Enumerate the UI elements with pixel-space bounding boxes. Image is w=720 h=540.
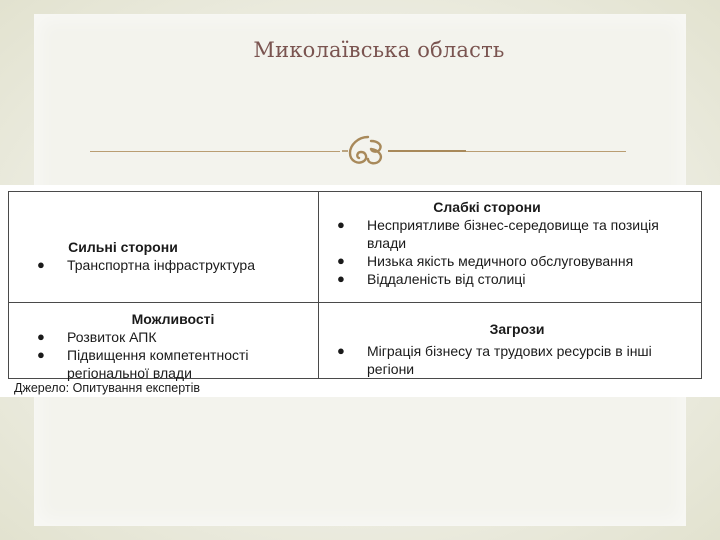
strengths-title: Сильні сторони bbox=[68, 239, 178, 255]
opportunities-title: Можливості bbox=[131, 311, 215, 327]
bullet-icon: ● bbox=[337, 217, 345, 232]
opportunities-list bbox=[37, 328, 309, 382]
threats-list bbox=[337, 342, 697, 378]
title-divider-left bbox=[90, 151, 340, 152]
swot-table bbox=[8, 191, 702, 379]
table-horizontal-divider bbox=[9, 302, 701, 303]
list-item: ● Міграція бізнесу та трудових ресурсів в інші регіони bbox=[337, 343, 652, 377]
list-item: ● Віддаленість від столиці bbox=[337, 271, 526, 287]
weaknesses-list bbox=[337, 216, 697, 288]
opportunities-cell bbox=[37, 310, 309, 382]
bullet-icon: ● bbox=[337, 271, 345, 286]
bullet-icon: ● bbox=[337, 253, 345, 268]
list-item: ● Транспортна інфраструктура bbox=[37, 257, 255, 273]
swot-image-area bbox=[0, 185, 720, 397]
title-divider-accent bbox=[388, 150, 466, 152]
strengths-cell bbox=[37, 238, 309, 274]
title-divider-right bbox=[466, 151, 626, 152]
list-item: ● Несприятливе бізнес-середовище та позиція влади bbox=[337, 217, 659, 251]
table-vertical-divider bbox=[318, 192, 319, 378]
bullet-icon: ● bbox=[37, 329, 45, 344]
strengths-list bbox=[37, 256, 309, 274]
source-note: Джерело: Опитування експертів bbox=[14, 381, 201, 395]
flourish-icon bbox=[338, 131, 388, 171]
list-item: ● Розвиток АПК bbox=[37, 329, 157, 345]
bullet-icon: ● bbox=[37, 257, 45, 272]
bullet-icon: ● bbox=[337, 343, 345, 358]
list-item: ● Підвищення компетентності регіональної влади bbox=[37, 347, 249, 381]
weaknesses-cell bbox=[337, 198, 697, 288]
threats-title: Загрози bbox=[489, 321, 545, 337]
slide-title: Миколаївська область bbox=[253, 38, 505, 62]
list-item: ● Низька якість медичного обслуговування bbox=[337, 253, 634, 269]
bullet-icon: ● bbox=[37, 347, 45, 362]
threats-cell bbox=[337, 320, 697, 378]
weaknesses-title: Слабкі сторони bbox=[433, 199, 541, 215]
